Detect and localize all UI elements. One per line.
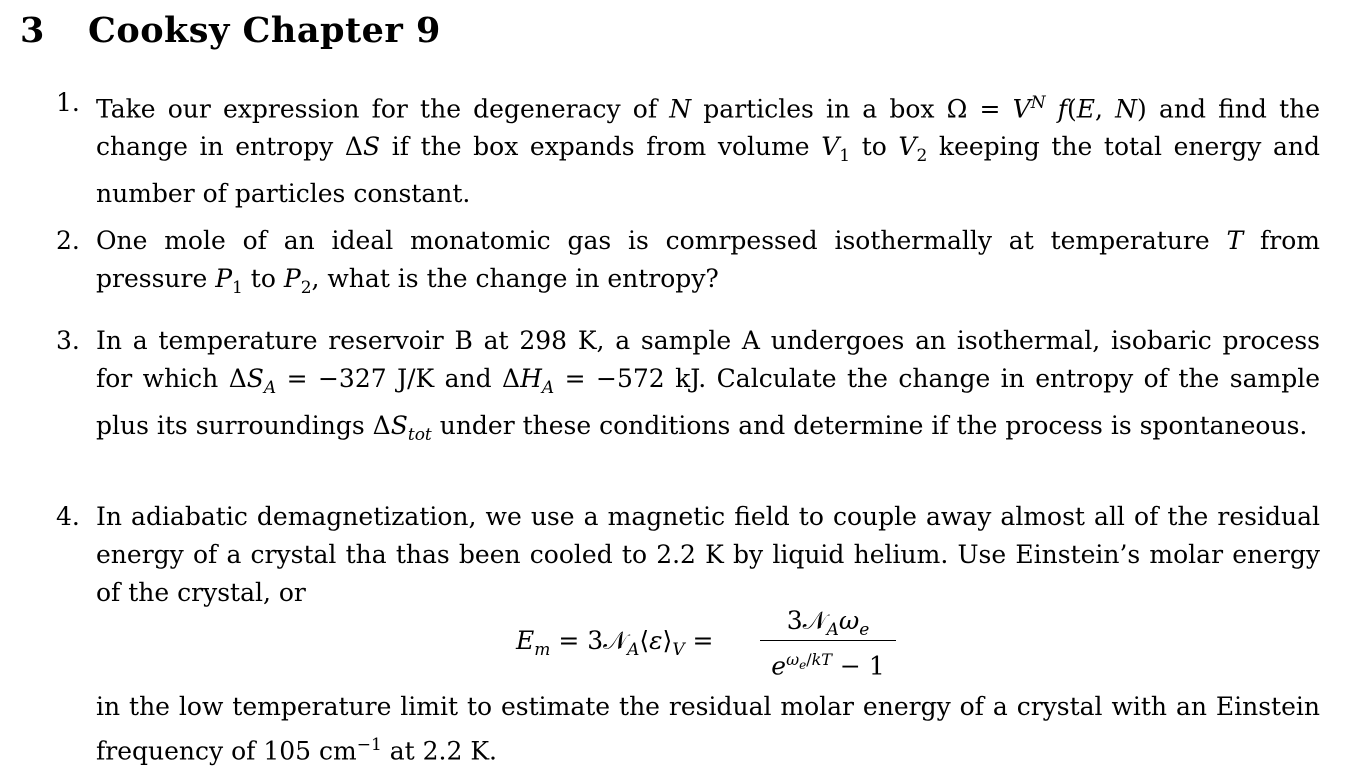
problem-text: One mole of an ideal monatomic gas is comrpessed isothermally at temperature T from pressure $P_1$ to $P_2$, what is the change in entropy? [96,226,1320,298]
problem-label: 4. [56,502,80,531]
section-title: Cooksy Chapter 9 [88,10,441,51]
equation-denominator: $e^{\omega_e/kT} - 1$ [771,650,885,681]
problem-label: 2. [56,226,80,255]
equation-numerator: $3𝒩_A\omega_e$ [786,606,870,640]
equation-fraction [760,604,896,681]
problem-4-continuation: in the low temperature limit to estimate the residual molar energy of a crystal with an Einstein frequency of 105 $cm^{-1}$ at 2.2 K. [96,692,1320,766]
section-heading [20,10,441,51]
problem-label: 3. [56,326,80,355]
problem-label: 1. [56,88,80,117]
equation-lhs: $E_m$ = $3𝒩_A⟨\varepsilon⟩_V$ = [516,626,714,660]
problem-text: Take our expression for the degeneracy of N particles in a box $\Omega = V^N$ f(E, N) and find the change in entropy ΔS if the box expands from volume $V_1$ to $V_2$ keeping the total energy and number of particles constant. [96,93,1321,209]
problem-text: In a temperature reservoir B at 298 K, a sample A undergoes an isothermal, isobaric process for which $\Delta S_A = -327$ J/K and $\Delta H_A = -572$ kJ. Calculate the change in entropy of the sample plus its surroundings $\Delta S_{tot}$ under these conditions and determine if the process is spontaneous. [96,326,1321,445]
section-number: 3 [20,10,45,51]
problem-text: In adiabatic demagnetization, we use a magnetic field to couple away almost all of the residual energy of a crystal tha thas been cooled to 2.2 K by liquid helium. Use Einstein’s molar energy of the crystal, or [96,502,1320,607]
fraction-bar [760,640,896,641]
